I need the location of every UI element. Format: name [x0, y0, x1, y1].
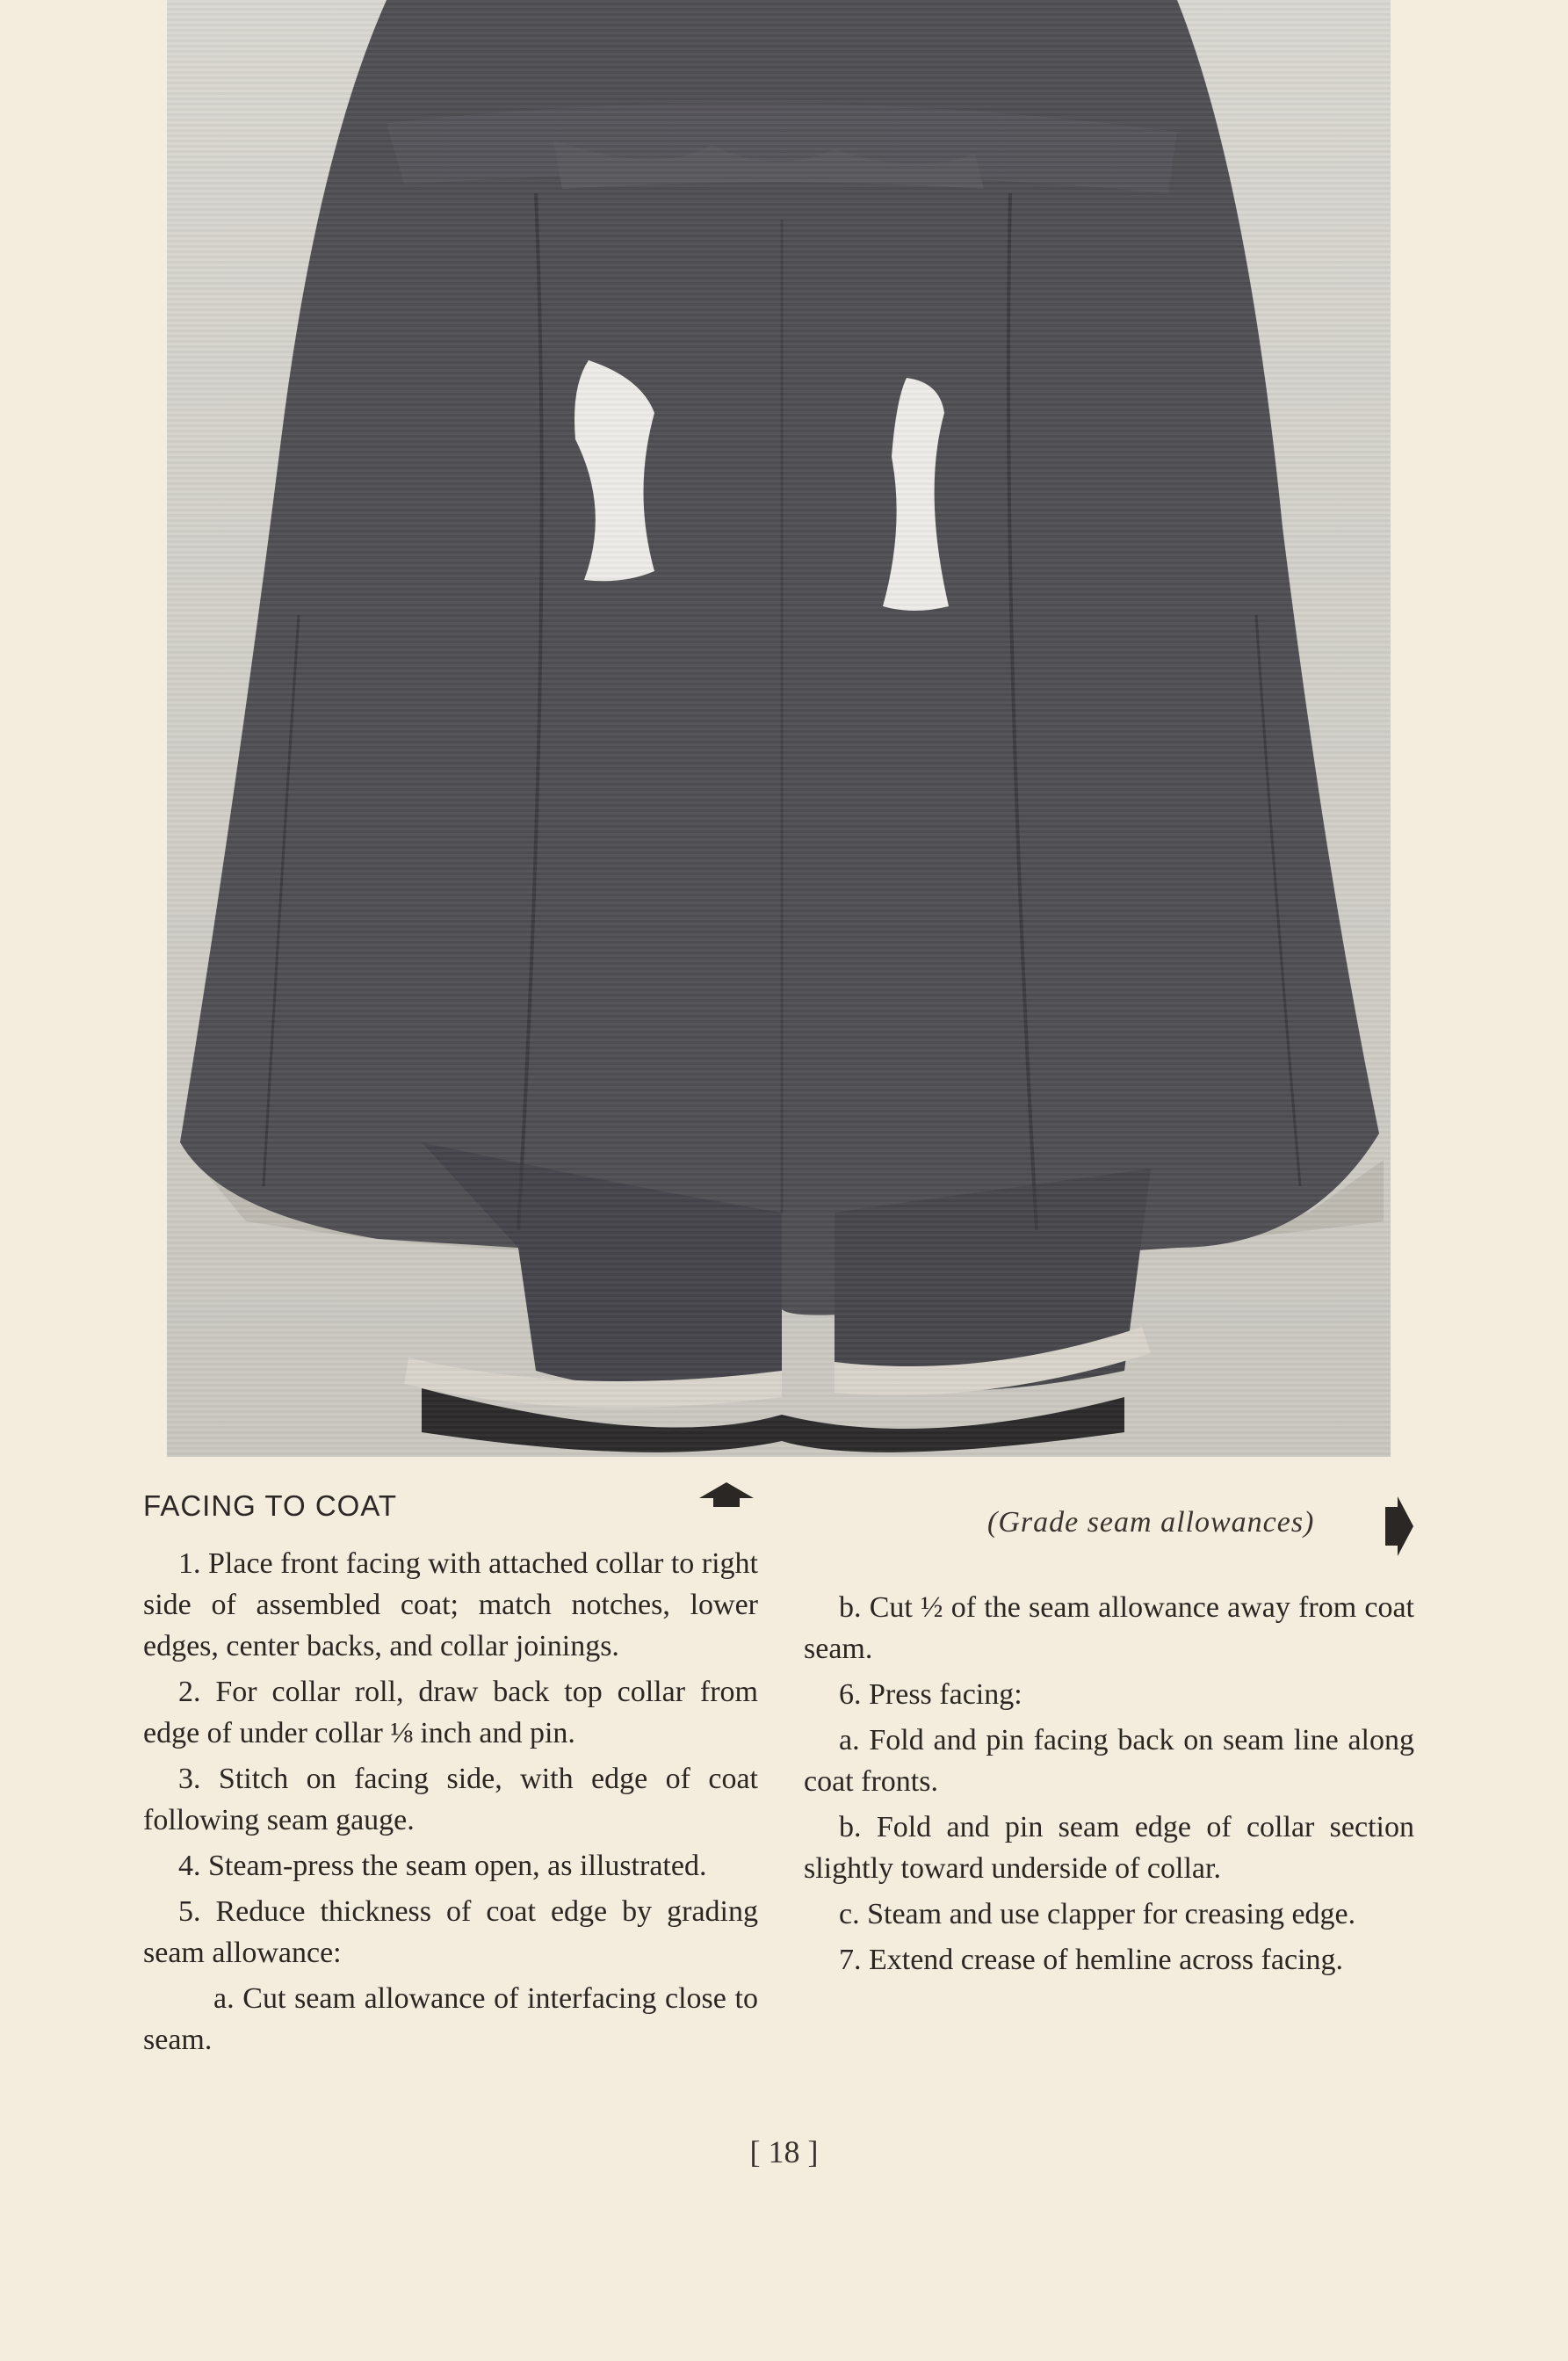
page-number: [ 18 ]	[749, 2134, 819, 2169]
coat-illustration	[167, 0, 1391, 1457]
step-6: 6. Press facing:	[839, 1678, 1022, 1711]
coat-photo	[167, 0, 1391, 1457]
step-6b: b. Fold and pin seam edge of collar section slightly toward underside of collar.	[804, 1811, 1414, 1885]
grade-note: (Grade seam allowances)	[987, 1506, 1315, 1539]
step-1: 1. Place front facing with attached collar to right side of assembled coat; match notches, lower edges, center backs, and collar joinings.	[143, 1547, 758, 1662]
step-3: 3. Stitch on facing side, with edge of coat following seam gauge.	[143, 1763, 758, 1836]
step-6c: c. Steam and use clapper for creasing edge.	[839, 1898, 1356, 1930]
section-heading: FACING TO COAT	[143, 1489, 398, 1522]
step-6a: a. Fold and pin facing back on seam line along coat fronts.	[804, 1724, 1414, 1798]
up-arrow-icon	[696, 1481, 757, 1509]
step-2: 2. For collar roll, draw back top collar from edge of under collar ⅛ inch and pin.	[143, 1676, 758, 1749]
right-arrow-icon	[1382, 1495, 1415, 1558]
right-column	[804, 1587, 1414, 1985]
step-5: 5. Reduce thickness of coat edge by grading seam allowance:	[143, 1895, 758, 1969]
step-4: 4. Steam-press the seam open, as illustrated.	[178, 1850, 707, 1882]
step-5b: b. Cut ½ of the seam allowance away from coat seam.	[804, 1591, 1414, 1665]
step-5a: a. Cut seam allowance of interfacing close to seam.	[143, 1982, 758, 2056]
left-column	[143, 1543, 758, 2065]
step-7: 7. Extend crease of hemline across facing.	[839, 1944, 1343, 1976]
